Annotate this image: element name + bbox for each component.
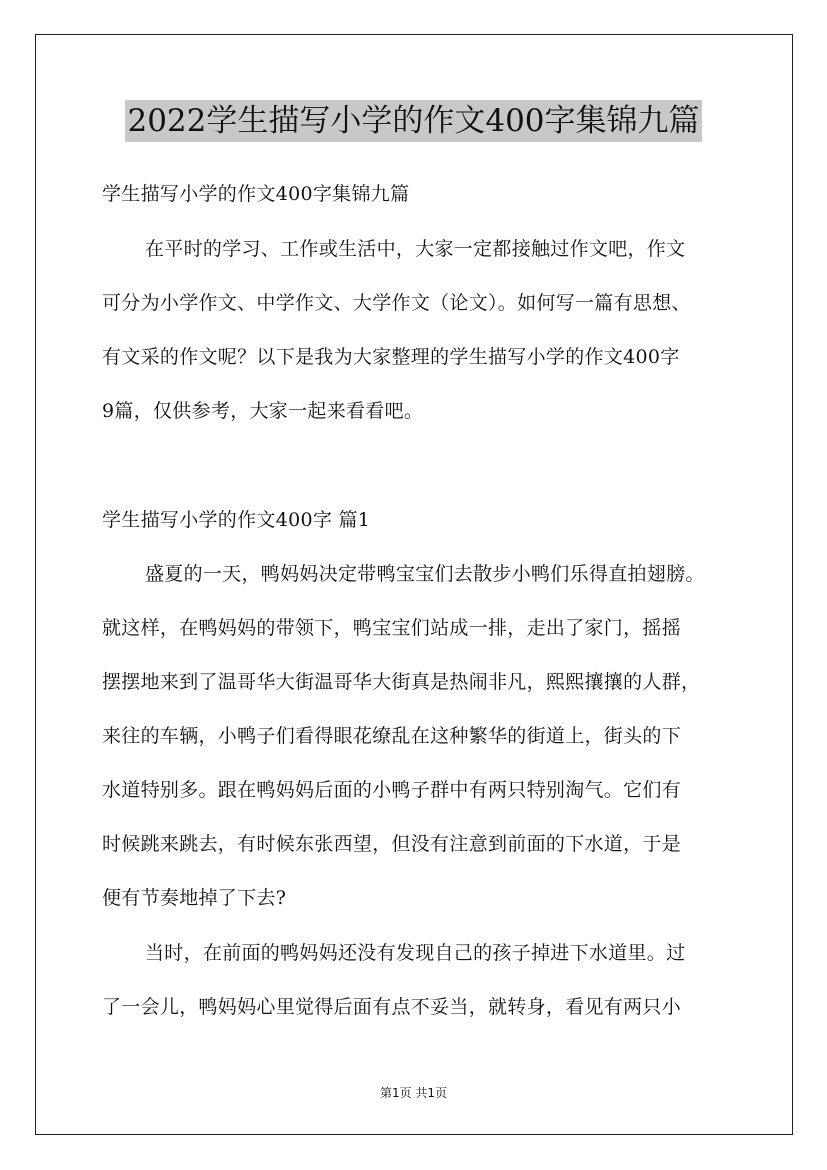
intro-line-1: 在平时的学习、工作或生活中，大家一定都接触过作文吧，作文	[145, 238, 686, 260]
intro-line-4: 9篇，仅供参考，大家一起来看看吧。	[102, 400, 424, 422]
paragraph1-line-5: 水道特别多。跟在鸭妈妈后面的小鸭子群中有两只特别淘气。它们有	[102, 779, 682, 801]
paragraph1-line-1: 盛夏的一天，鸭妈妈决定带鸭宝宝们去散步小鸭们乐得直拍翅膀。	[145, 563, 705, 585]
intro-line-2: 可分为小学作文、中学作文、大学作文（论文）。如何写一篇有思想、	[102, 292, 691, 314]
paragraph1-line-7: 便有节奏地掉了下去?	[102, 887, 287, 909]
document-title: 2022学生描写小学的作文400字集锦九篇	[125, 100, 701, 142]
document-subtitle: 学生描写小学的作文400字集锦九篇	[102, 183, 410, 205]
paragraph1-line-4: 来往的车辆，小鸭子们看得眼花缭乱在这种繁华的街道上，街头的下	[102, 725, 682, 747]
paragraph1-line-3: 摆摆地来到了温哥华大街温哥华大街真是热闹非凡，熙熙攘攘的人群，	[102, 671, 701, 693]
paragraph2-line-2: 了一会儿，鸭妈妈心里觉得后面有点不妥当，就转身，看见有两只小	[102, 996, 682, 1018]
title-container	[0, 100, 827, 142]
page-footer: 第1页 共1页	[379, 1086, 448, 1100]
intro-line-3: 有文采的作文呢？以下是我为大家整理的学生描写小学的作文400字	[102, 346, 680, 368]
paragraph1-line-2: 就这样，在鸭妈妈的带领下，鸭宝宝们站成一排，走出了家门，摇摇	[102, 617, 682, 639]
paragraph2-line-1: 当时，在前面的鸭妈妈还没有发现自己的孩子掉进下水道里。过	[145, 942, 686, 964]
paragraph1-line-6: 时候跳来跳去，有时候东张西望，但没有注意到前面的下水道，于是	[102, 833, 682, 855]
section-heading: 学生描写小学的作文400字 篇1	[102, 509, 371, 531]
